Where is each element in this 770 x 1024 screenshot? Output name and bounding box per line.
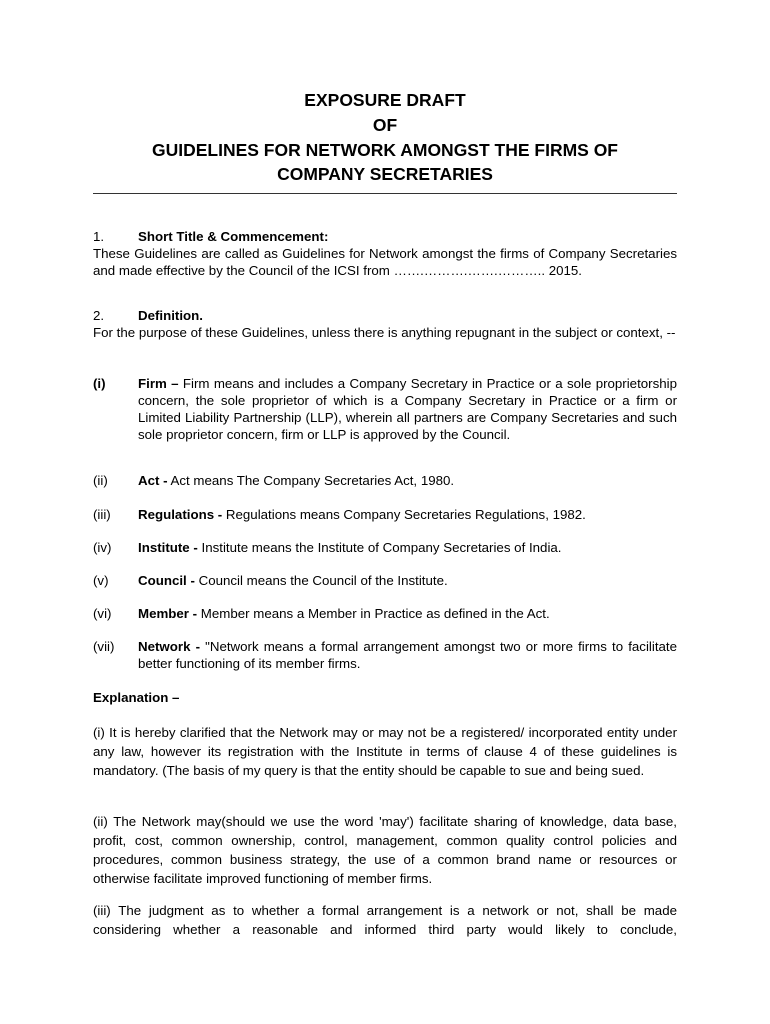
explanation-paragraph-2: (ii) The Network may(should we use the word 'may') facilitate sharing of knowledge, data base, profit, cost, common ownership, control, management, common quality control policies and procedures, common business strategy, the use of a common brand name or resources or otherwise facilitate improved functioning of member firms. (93, 814, 677, 886)
definition-term: Act - (138, 473, 168, 488)
title-line-2: OF (372, 115, 398, 135)
definition-term: Firm – (138, 376, 179, 391)
definition-number: (ii) (93, 473, 108, 488)
explanation-heading: Explanation – (93, 690, 180, 705)
definition-body (138, 638, 677, 672)
definition-item (93, 605, 677, 622)
definition-body (138, 506, 677, 523)
definition-text: Act means The Company Secretaries Act, 1980. (167, 473, 455, 488)
definition-text: Firm means and includes a Company Secretary in Practice or a sole proprietorship concern, the sole proprietor of which is a Company Secretary in Practice or a firm or Limited Liability Partnership (LLP), wherein all partners are Company Secretaries and such sole proprietor concern, firm or LLP is approved by the Council. (138, 376, 677, 442)
title-line-3: GUIDELINES FOR NETWORK AMONGST THE FIRMS OF (151, 140, 618, 160)
definition-text: Member means a Member in Practice as defined in the Act. (197, 606, 550, 621)
definition-term: Network - (138, 639, 201, 654)
section-2-number: 2. (93, 308, 105, 323)
explanation-paragraph-1: (i) It is hereby clarified that the Network may or may not be a registered/ incorporated entity under any law, however its registration with the Institute in terms of clause 4 of these guidelines is mandatory. (The basis of my query is that the entity should be capable to sue and being sued. (93, 725, 677, 778)
section-1-text: These Guidelines are called as Guidelines for Network amongst the firms of Company Secretaries and made effective by the Council of the ICSI from …….……….…….……….. 2015. (93, 246, 677, 278)
section-1-number: 1. (93, 229, 105, 244)
section-1-title: Short Title & Commencement: (138, 229, 329, 244)
definition-item (93, 572, 677, 589)
definition-text: "Network means a formal arrangement amongst two or more firms to facilitate better functioning of its member firms. (138, 639, 678, 671)
definition-number: (vii) (93, 639, 115, 654)
section-2-title: Definition. (138, 308, 203, 323)
definition-number: (iv) (93, 540, 112, 555)
definition-item (93, 539, 677, 556)
section-1-heading (93, 228, 677, 245)
definition-body (138, 375, 677, 443)
title-line-4: COMPANY SECRETARIES (277, 164, 493, 184)
section-2-text: For the purpose of these Guidelines, unless there is anything repugnant in the subject or context, -- (93, 325, 676, 340)
title-separator (93, 193, 677, 194)
definition-number: (iii) (93, 507, 111, 522)
definition-item (93, 472, 677, 489)
definition-body (138, 472, 677, 489)
title-line-1: EXPOSURE DRAFT (304, 90, 466, 110)
definition-body (138, 605, 677, 622)
definition-number: (i) (93, 376, 106, 391)
definition-term: Institute - (138, 540, 198, 555)
definition-text: Regulations means Company Secretaries Regulations, 1982. (222, 507, 586, 522)
definition-body (138, 539, 677, 556)
definition-text: Institute means the Institute of Company Secretaries of India. (197, 540, 562, 555)
definition-term: Council - (138, 573, 195, 588)
definition-text: Council means the Council of the Institute. (194, 573, 448, 588)
definition-body (138, 572, 677, 589)
definition-number: (v) (93, 573, 109, 588)
section-2-heading (93, 307, 677, 324)
definition-item (93, 375, 677, 443)
definition-item (93, 638, 677, 672)
explanation-paragraph-3: (iii) The judgment as to whether a formal arrangement is a network or not, shall be made considering whether a reasonable and informed third party would likely to conclude, (93, 903, 677, 937)
definition-item (93, 506, 677, 523)
definition-term: Member - (138, 606, 198, 621)
definition-term: Regulations - (138, 507, 223, 522)
definition-number: (vi) (93, 606, 112, 621)
